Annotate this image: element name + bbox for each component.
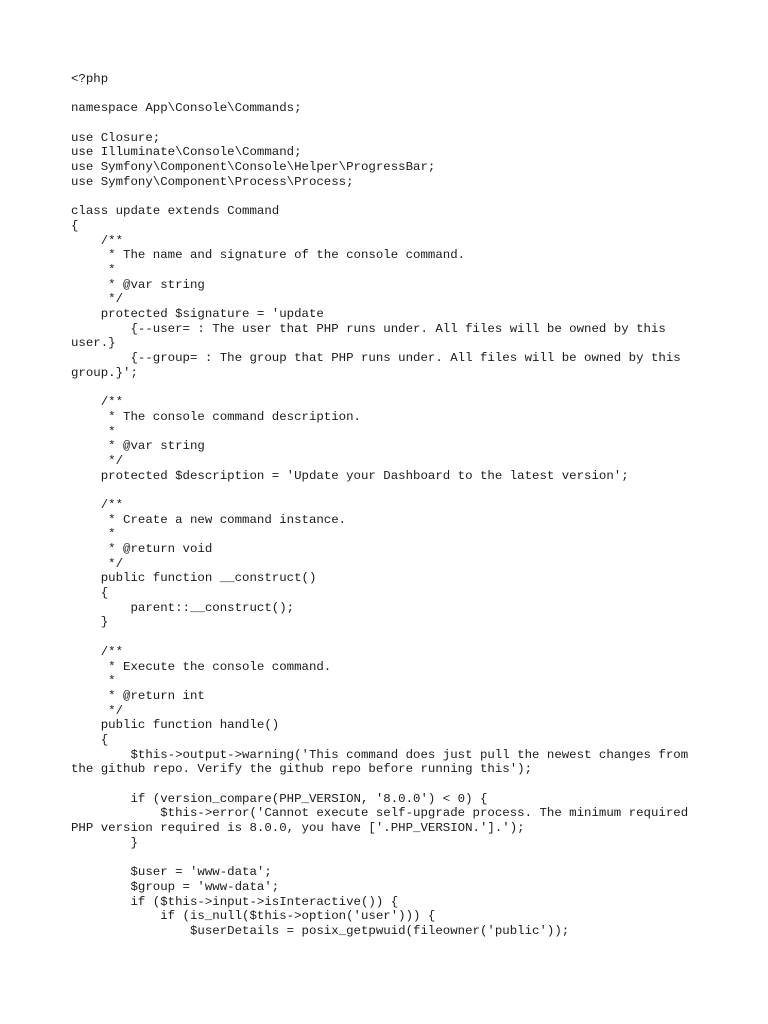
code-line [71, 380, 701, 395]
code-line: * @return int [71, 688, 205, 703]
code-line: { [71, 732, 109, 747]
code-line: user.} [71, 336, 116, 351]
code-line: $this->output->warning('This command does just pull the newest changes from [71, 747, 689, 762]
code-line: /** [71, 233, 124, 248]
code-line: { [71, 586, 109, 601]
code-line: /** [71, 497, 124, 512]
code-line: * [71, 262, 116, 277]
code-line: the github repo. Verify the github repo before running this'); [71, 762, 533, 777]
code-line: PHP version required is 8.0.0, you have ['.PHP_VERSION.'].'); [71, 821, 525, 836]
code-line: */ [71, 453, 124, 468]
code-line: */ [71, 556, 124, 571]
code-line: $this->error('Cannot execute self-upgrade process. The minimum required [71, 806, 689, 821]
code-line: /** [71, 395, 124, 410]
code-line: protected $signature = 'update [71, 307, 324, 321]
code-line: use Symfony\Component\Process\Process; [71, 174, 354, 189]
code-line: if ($this->input->isInteractive()) { [71, 894, 399, 909]
code-line [71, 116, 701, 131]
code-line [71, 190, 701, 205]
code-line: if (version_compare(PHP_VERSION, '8.0.0') < 0) { [71, 791, 488, 806]
code-line: * @var string [71, 277, 205, 292]
code-line: parent::__construct(); [71, 600, 295, 615]
code-line: * @return void [71, 542, 213, 556]
code-line: public function __construct() [71, 571, 317, 586]
code-line: * The console command description. [71, 409, 361, 424]
code-line [71, 850, 701, 865]
code-line: { [71, 218, 79, 233]
code-line: {--group= : The group that PHP runs under. All files will be owned by this [71, 351, 681, 366]
code-line: use Illuminate\Console\Command; [71, 145, 302, 160]
code-line: } [71, 615, 109, 630]
code-line: * Create a new command instance. [71, 512, 347, 527]
code-line: $group = 'www-data'; [71, 879, 280, 894]
code-line: * The name and signature of the console command. [71, 248, 466, 263]
code-line: if (is_null($this->option('user'))) { [71, 909, 436, 924]
code-line: */ [71, 703, 124, 718]
code-line: <?php [71, 72, 109, 86]
code-line: protected $description = 'Update your Dashboard to the latest version'; [71, 468, 629, 483]
code-line: } [71, 835, 138, 850]
code-line: */ [71, 292, 124, 307]
code-line: * [71, 424, 116, 439]
code-line: group.}'; [71, 365, 138, 380]
code-line: * Execute the console command. [71, 659, 332, 674]
code-line: $user = 'www-data'; [71, 865, 272, 880]
code-line: $userDetails = posix_getpwuid(fileowner('public')); [71, 923, 570, 938]
code-line: use Symfony\Component\Console\Helper\ProgressBar; [71, 160, 436, 175]
code-line [71, 630, 701, 645]
code-line: namespace App\Console\Commands; [71, 101, 302, 116]
code-line: public function handle() [71, 718, 280, 733]
code-line: use Closure; [71, 130, 161, 145]
code-line: * @var string [71, 439, 205, 454]
code-line: /** [71, 644, 124, 659]
code-line: * [71, 527, 116, 542]
code-line: * [71, 674, 116, 689]
code-line [71, 483, 701, 498]
code-line [71, 87, 701, 102]
code-line: class update extends Command [71, 204, 280, 219]
code-line [71, 777, 701, 792]
code-line: {--user= : The user that PHP runs under. All files will be owned by this [71, 321, 666, 336]
php-source-code-block [71, 72, 701, 939]
